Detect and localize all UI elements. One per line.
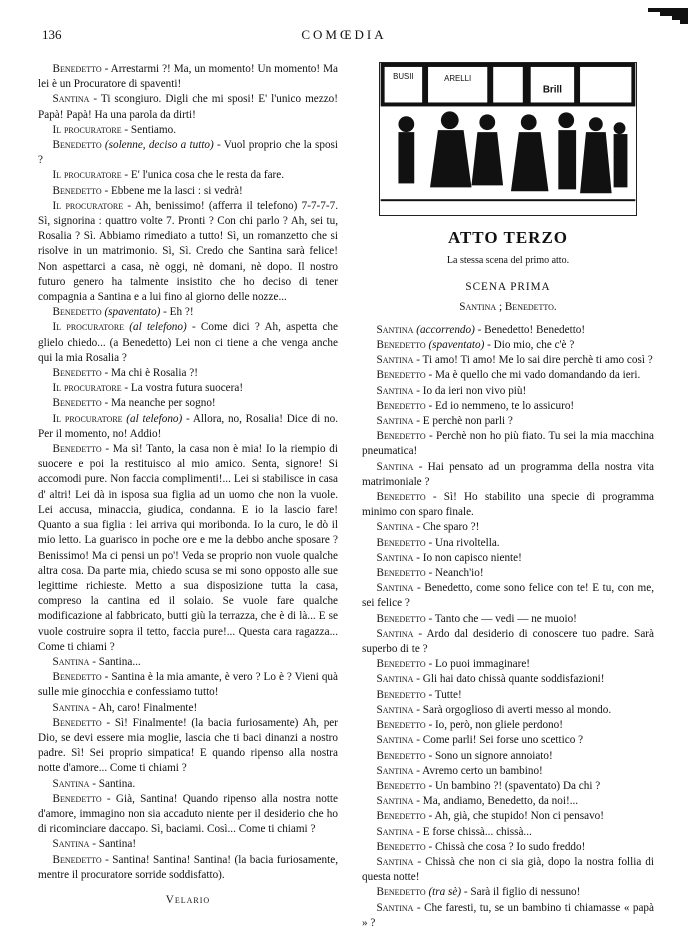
- speaker-name: Benedetto: [52, 184, 102, 197]
- dialogue-line: [362, 779, 654, 794]
- dialogue-line: [38, 396, 338, 411]
- speaker-name: Santina: [376, 734, 414, 747]
- dialogue-line: [38, 837, 338, 852]
- dialogue-line: [362, 733, 654, 748]
- dialogue-line: [362, 809, 654, 824]
- stage-illustration: [379, 62, 637, 216]
- dialogue-text: - Ed io nemmeno, te lo assicuro!: [425, 399, 575, 412]
- dialogue-text: - Avremo certo un bambino!: [413, 764, 543, 777]
- speaker-name: Santina: [376, 415, 414, 428]
- speaker-name: Santina: [376, 460, 414, 473]
- dialogue-text: - Sì! Finalmente! (la bacia furiosamente) Ah, per Dio, se devi essere mia moglie, lascia che ti baci dinanzi a nostro padre. Sì! Sei proprio simpatica! E quando ripenso alla nostra notte d'amore... Come ti chiami ?: [38, 716, 338, 775]
- dialogue-line: [362, 536, 654, 551]
- dialogue-line: [362, 855, 654, 885]
- dialogue-text: - Sarà il figlio di nessuno!: [461, 886, 581, 899]
- dialogue-text: - Ardo dal desiderio di conoscere tuo padre. Sarà superbo di te ?: [362, 627, 654, 656]
- dialogue-text: - Come parli! Sei forse uno scettico ?: [413, 734, 584, 747]
- speaker-name: Benedetto: [376, 399, 426, 412]
- dialogue-line: [38, 716, 338, 777]
- dialogue-line: [362, 429, 654, 459]
- dialogue-text: - Santina! Santina! Santina! (la bacia furiosamente, mentre il procuratore sorride soddisfatto).: [38, 853, 338, 881]
- dialogue-text: - Sì! Ho stabilito una specie di programma minimo con sparo finale.: [362, 491, 654, 519]
- dialogue-line: [362, 353, 654, 368]
- act-subtitle: La stessa scena del primo atto.: [446, 255, 570, 267]
- dialogue-text: - Che sparo ?!: [413, 521, 480, 534]
- dialogue-line: [38, 123, 338, 138]
- speaker-name: Santina: [376, 323, 414, 336]
- dialogue-line: [362, 703, 654, 718]
- stage-direction: (tra sè): [428, 886, 462, 899]
- speaker-name: Benedetto: [376, 749, 426, 762]
- dialogue-text: - La vostra futura suocera!: [121, 382, 244, 395]
- dialogue-text: - Ma chi è Rosalia ?!: [101, 367, 198, 380]
- dialogue-text: - Santina.: [89, 777, 136, 790]
- speaker-name: Santina: [376, 855, 414, 868]
- act-title: ATTO TERZO: [447, 228, 569, 247]
- speaker-name: Santina: [376, 673, 414, 686]
- dialogue-text: - Ti amo! Ti amo! Me lo sai dire perchè ti amo così ?: [413, 354, 653, 367]
- dialogue-text: - Vuol proprio che la sposi ?: [38, 139, 339, 167]
- dialogue-line: [362, 885, 654, 900]
- speaker-name: Santina: [376, 795, 414, 808]
- dialogue-line: [362, 612, 654, 627]
- dialogue-line: [38, 412, 338, 442]
- speaker-name: Benedetto: [52, 306, 102, 319]
- speaker-name: Benedetto: [376, 840, 426, 853]
- dialogue-text: - Ma sì! Tanto, la casa non è mia! Io la riempio di suocere e poi la restituisco al mio amico. Senta, signore! Si accomodi pure. Non faccia complimenti!... Lei si stabilisce in casa d' altri! Lei dà in isposa sua figlia ad un uomo che non la vuole. Lei accusa, minaccia, giudica, condanna. E io la lascio fare! Quanto a sua figlia : lei arriva qui moribonda. Io la curo, le dò il mio letto. La guarisco in poche ore e me la debbo anche sposare ? Benissimo! Ma ci pensi un po'! Veda se proprio non vuole qualche altra cosa. Da parte mia, chiedo scusa se mi sono opposto alle sue legittime richieste. Metto a sua disposizione tutta la casa, compreso la cantina ed il solaio. Se vuole fare qualche modificazione al fabbricato, butti giù la terrazza, che è di là... E se vuole costruire sopra il tetto, faccia pure!... Questa cara ragazza... Come ti chiami ?: [38, 443, 338, 653]
- speaker-name: Benedetto: [376, 339, 426, 352]
- dialogue-line: [362, 657, 654, 672]
- poster-1-text: BUSII: [393, 71, 414, 81]
- speaker-name: Santina: [376, 764, 414, 777]
- dialogue-text: - Eh ?!: [160, 306, 194, 319]
- speaker-name: Benedetto: [52, 443, 102, 456]
- speaker-name: Santina: [376, 582, 414, 595]
- dialogue-line: [362, 368, 654, 383]
- dialogue-text: - Ah, già, che stupido! Non ci pensavo!: [425, 810, 604, 823]
- dialogue-line: [362, 794, 654, 809]
- speaker-name: Benedetto: [52, 63, 102, 75]
- dialogue-line: [362, 672, 654, 687]
- right-column: [362, 62, 654, 931]
- dialogue-line: [38, 305, 338, 320]
- speaker-name: Santina: [376, 354, 414, 367]
- curtain-label: Velario: [165, 893, 211, 906]
- dialogue-text: - Santina!: [89, 838, 137, 851]
- dialogue-line: [38, 92, 338, 122]
- dialogue-text: - Sentiamo.: [121, 123, 176, 136]
- dialogue-text: - Ma neanche per sogno!: [101, 397, 216, 410]
- dialogue-text: - E perchè non parli ?: [413, 415, 513, 428]
- dialogue-line: [38, 777, 338, 792]
- speaker-name: Il procuratore: [52, 199, 124, 212]
- speaker-name: Il procuratore: [52, 123, 122, 136]
- dialogue-text: - Sarà orgoglioso di averti messo al mondo.: [413, 703, 612, 716]
- dialogue-text: - Un bambino ?! (spaventato) Da chi ?: [425, 779, 601, 792]
- dialogue-line: [362, 384, 654, 399]
- speaker-name: Benedetto: [376, 779, 426, 792]
- poster-2: [428, 67, 487, 103]
- dialogue-line: [362, 581, 654, 611]
- speaker-name: Santina: [376, 901, 414, 914]
- speaker-name: Il procuratore: [52, 412, 123, 425]
- dialogue-line: [38, 168, 338, 183]
- speaker-name: Benedetto: [376, 658, 426, 671]
- speaker-name: Santina: [376, 703, 414, 716]
- dialogue-line: [362, 718, 654, 733]
- dialogue-text: - Ah, caro! Finalmente!: [89, 701, 198, 714]
- speaker-name: Benedetto: [52, 367, 102, 380]
- dialogue-text: - Benedetto! Benedetto!: [474, 323, 586, 336]
- dialogue-text: - Santina...: [89, 655, 141, 668]
- corner-mark: [648, 8, 688, 24]
- speaker-name: Benedetto: [376, 688, 426, 701]
- stage-direction: (spaventato): [104, 306, 161, 319]
- speaker-name: Santina: [52, 701, 90, 714]
- dialogue-text: - Neanch'io!: [425, 567, 484, 580]
- dialogue-text: - Hai pensato ad un programma della nostra vita matrimoniale ?: [362, 460, 654, 488]
- speaker-name: Benedetto: [52, 139, 102, 152]
- dialogue-line: [38, 442, 338, 655]
- dialogue-line: [38, 792, 338, 838]
- dialogue-line: [38, 670, 338, 700]
- dialogue-text: - Chissà che non ci sia già, dopo la nostra follia di questa notte!: [362, 855, 654, 884]
- speaker-name: Benedetto: [52, 792, 102, 805]
- dialogue-text: - Una rivoltella.: [425, 536, 500, 549]
- dialogue-line: [362, 323, 654, 338]
- speaker-name: Santina: [376, 551, 414, 564]
- speaker-name: Santina: [376, 384, 414, 397]
- dialogue-text: - Tanto che — vedi — ne muoio!: [425, 612, 577, 625]
- dialogue-line: [362, 764, 654, 779]
- dialogue-text: - Lo puoi immaginare!: [425, 658, 531, 671]
- dialogue-line: [362, 414, 654, 429]
- speaker-name: Benedetto: [376, 612, 426, 625]
- speaker-name: Benedetto: [376, 369, 426, 382]
- speaker-name: Benedetto: [376, 567, 426, 580]
- dialogue-line: [362, 460, 654, 490]
- dialogue-text: - Tutte!: [425, 688, 462, 701]
- stage-direction: (accorrendo): [416, 323, 475, 336]
- speaker-name: Benedetto: [376, 430, 426, 443]
- left-column: [38, 62, 338, 908]
- speaker-name: Santina: [376, 825, 414, 838]
- journal-title: COMŒDIA: [301, 27, 387, 42]
- dialogue-line: [362, 551, 654, 566]
- dialogue-text: - Allora, no, Rosalia! Dice di no. Per il momento, no! Addio!: [38, 412, 338, 440]
- speaker-name: Benedetto: [376, 536, 426, 549]
- dialogue-text: - Dio mio, che c'è ?: [484, 339, 575, 352]
- dialogue-line: [38, 381, 338, 396]
- speaker-name: Benedetto: [52, 716, 102, 729]
- dialogue-line: [38, 366, 338, 381]
- speaker-name: Benedetto: [376, 719, 426, 732]
- stage-direction: (al telefono): [126, 412, 183, 425]
- dialogue-line: [38, 138, 338, 168]
- page-number: 136: [42, 27, 62, 42]
- dialogue-line: [362, 840, 654, 855]
- stage-direction: (solenne, deciso a tutto): [104, 139, 214, 152]
- dialogue-text: - Come dici ? Ah, aspetta che glielo chiedo... (a Benedetto) Lei non ci tiene a che venga anche qui la mia Rosalia ?: [38, 321, 338, 364]
- scene-title: SCENA PRIMA: [465, 281, 551, 294]
- dialogue-line: [38, 853, 338, 883]
- dialogue-line: [362, 566, 654, 581]
- dialogue-line: [362, 749, 654, 764]
- speaker-name: Il procuratore: [52, 321, 125, 334]
- speaker-name: Santina: [52, 655, 90, 668]
- dialogue-text: - Sono un signore annoiato!: [425, 749, 553, 762]
- dialogue-line: [362, 627, 654, 657]
- dialogue-text: - Che faresti, tu, se un bambino ti chiamasse « papà » ?: [362, 901, 654, 929]
- dialogue-text: - Io da ieri non vivo più!: [413, 384, 527, 397]
- dialogue-line: [38, 199, 338, 305]
- dialogue-text: - Santina è la mia amante, è vero ? Lo è ? Vieni quà sulle mie ginocchia e confessiamo tutto!: [38, 671, 338, 699]
- dialogue-line: [362, 901, 654, 931]
- right-dialogue: [362, 323, 654, 931]
- dialogue-text: - Perchè non ho più fiato. Tu sei la mia macchina pneumatica!: [362, 430, 654, 458]
- dialogue-text: - Benedetto, come sono felice con te! E tu, con me, sei felice ?: [362, 582, 654, 610]
- speaker-name: Benedetto: [376, 491, 426, 504]
- dialogue-line: [38, 184, 338, 199]
- stage-direction: (al telefono): [129, 321, 187, 334]
- dialogue-line: [362, 520, 654, 535]
- dialogue-line: [38, 701, 338, 716]
- dialogue-text: - E forse chissà... chissà...: [413, 825, 532, 838]
- dialogue-text: - E' l'unica cosa che le resta da fare.: [121, 169, 285, 182]
- dialogue-line: [362, 338, 654, 353]
- dialogue-line: [362, 490, 654, 520]
- dialogue-text: - Gli hai dato chissà quante soddisfazioni!: [413, 673, 605, 686]
- dialogue-line: [38, 62, 338, 92]
- dialogue-text: - Ebbene me la lasci : si vedrà!: [101, 184, 243, 197]
- speaker-name: Benedetto: [376, 886, 426, 899]
- dialogue-text: - Già, Santina! Quando ripenso alla nostra notte d'amore, immagino non sia accaduto niente per il desiderio che ho di ricominciare daccapo. Sì, baciami. Così... Come ti chiami ?: [38, 792, 338, 836]
- dialogue-line: [362, 825, 654, 840]
- scene-characters: Santina ; Benedetto.: [459, 300, 557, 313]
- speaker-name: Santina: [52, 93, 90, 106]
- dialogue-text: - Io non capisco niente!: [413, 551, 522, 564]
- speaker-name: Santina: [376, 627, 414, 640]
- speaker-name: Santina: [52, 838, 90, 851]
- speaker-name: Santina: [52, 777, 90, 790]
- poster-2-text: ARELLI: [444, 73, 472, 83]
- speaker-name: Il procuratore: [52, 382, 122, 395]
- speaker-name: Benedetto: [376, 810, 426, 823]
- dialogue-line: [38, 320, 338, 366]
- dialogue-line: [38, 655, 338, 670]
- stage-direction: (spaventato): [428, 339, 485, 352]
- dialogue-line: [362, 688, 654, 703]
- dialogue-text: - Ti scongiuro. Digli che mi sposi! E' l'unico mezzo! Papà! Papà! Ha una parola da dirti!: [38, 93, 338, 121]
- dialogue-line: [362, 399, 654, 414]
- speaker-name: Benedetto: [52, 397, 102, 410]
- dialogue-text: - Arrestarmi ?! Ma, un momento! Un momento! Ma lei è un Procuratore di spaventi!: [38, 63, 338, 91]
- poster-3-text: Brill: [542, 84, 563, 96]
- dialogue-text: - Ah, benissimo! (afferra il telefono) 7-7-7-7. Sì, signorina : quattro volte 7. Pronti ? Con chi parlo ? Ah, sei tu, Rosalia ? Sì. Abbiamo rimediato a tutto! Sì, un romanzetto che si risolve in un matrimonio. Sì, Sì. Credo che Santina sarà felice! Non aspettarci a casa, nè oggi, nè domani, nè dopo. Il nostro futuro genero ha talmente insistito che ho deciso di tener compagnia a Santina e a lui fino al giorno delle nozze...: [38, 199, 338, 304]
- dialogue-text: - Chissà che cosa ? Io sudo freddo!: [425, 840, 586, 853]
- speaker-name: Santina: [376, 521, 414, 534]
- speaker-name: Benedetto: [52, 671, 102, 684]
- dialogue-text: - Ma, andiamo, Benedetto, da noi!...: [413, 795, 579, 808]
- dialogue-text: - Io, però, non gliele perdono!: [425, 719, 563, 732]
- dialogue-text: - Ma è quello che mi vado domandando da ieri.: [425, 369, 641, 382]
- speaker-name: Il procuratore: [52, 169, 122, 182]
- speaker-name: Benedetto: [52, 853, 102, 866]
